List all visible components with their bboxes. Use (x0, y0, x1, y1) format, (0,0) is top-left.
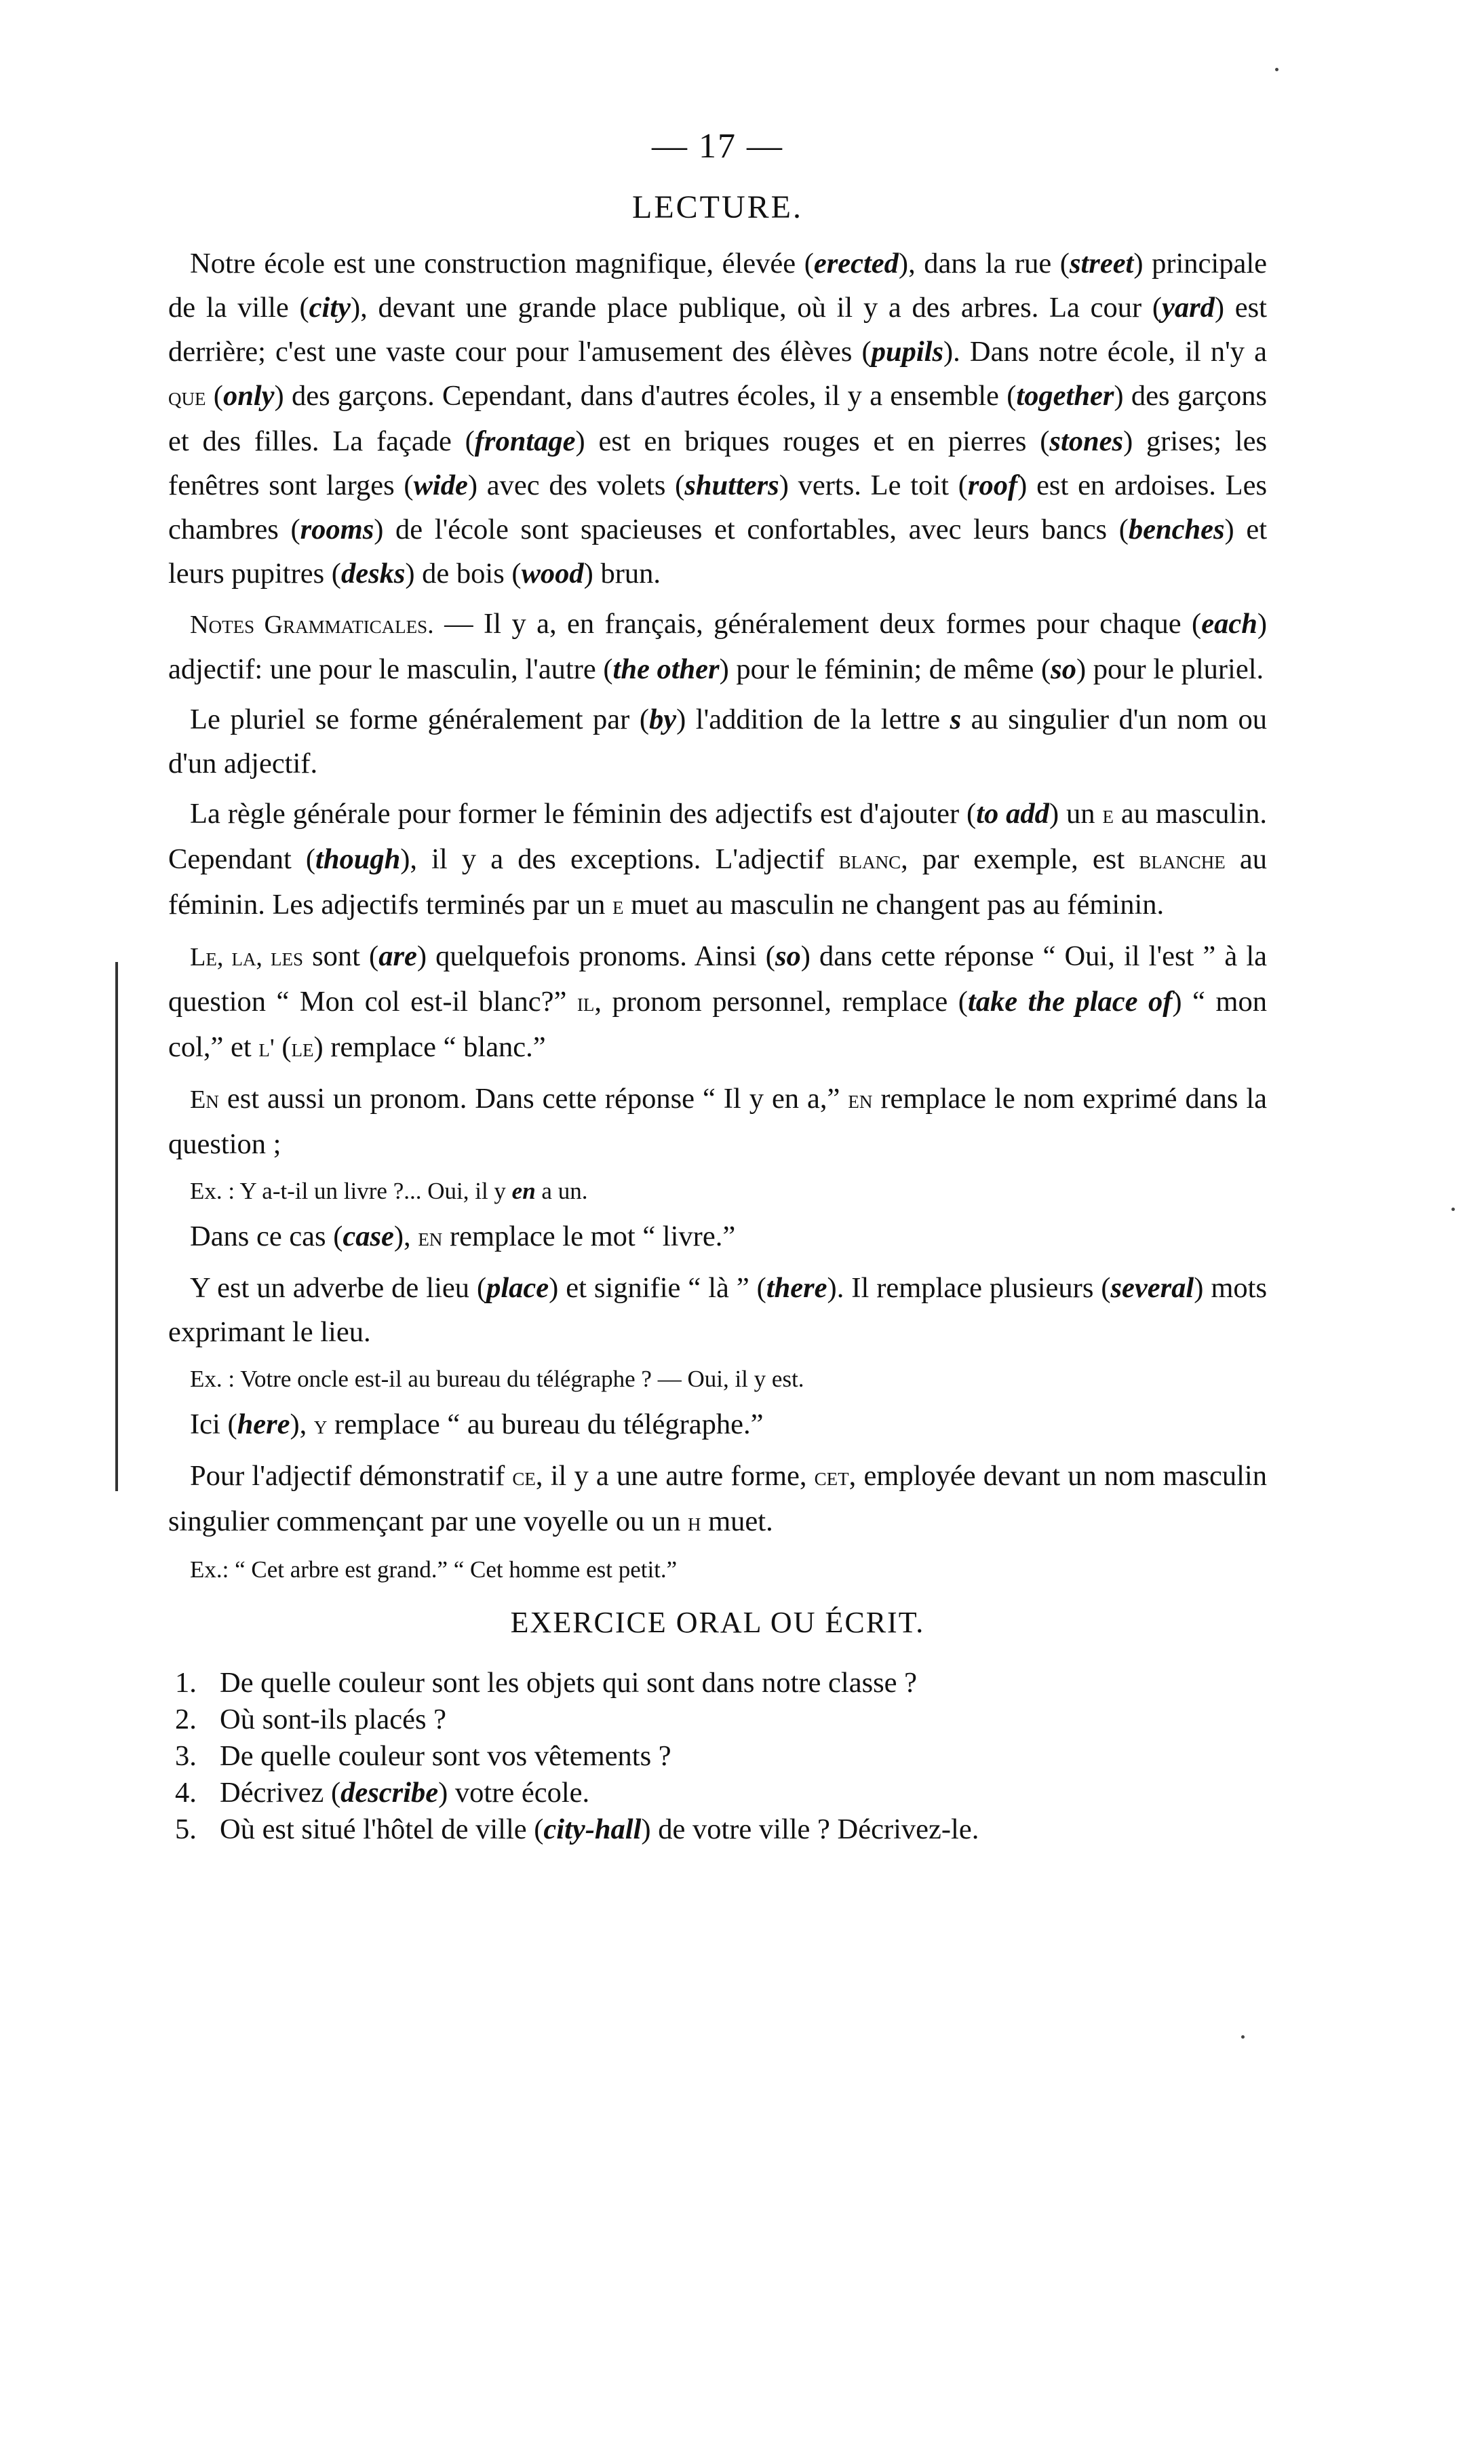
english-gloss: city (309, 292, 351, 324)
english-gloss: though (315, 843, 401, 875)
text-run: , pronom personnel, remplace ( (594, 986, 968, 1018)
english-gloss: several (1110, 1272, 1194, 1304)
question-text (220, 1811, 1267, 1848)
text-run: ) avec des volets ( (467, 469, 685, 501)
grammar-note-en (168, 1077, 1267, 1166)
english-gloss: pupils (871, 336, 944, 368)
english-gloss: only (222, 380, 275, 412)
text-run: Dans ce cas ( (190, 1220, 343, 1252)
text-run: Notre école est une construction magnifique, élevée ( (190, 248, 814, 280)
english-gloss: the other (612, 653, 720, 685)
english-gloss: together (1016, 380, 1114, 412)
text-run: ) pour le pluriel. (1076, 653, 1264, 685)
text-run: ) pour le féminin; de même ( (719, 653, 1051, 685)
english-gloss: roof (967, 469, 1018, 501)
print-speck (1275, 68, 1278, 71)
text-run: ) est en briques rouges et en pierres ( (575, 425, 1050, 457)
small-caps-term: blanche (1139, 846, 1226, 874)
small-caps-term: il (577, 988, 595, 1017)
exercise-questions (168, 1665, 1267, 1848)
text-run: ) quelquefois pronoms. Ainsi ( (416, 940, 775, 972)
page-number: — 17 — (652, 127, 783, 166)
text-run: au féminin. Les adjectifs terminés par un (168, 843, 1267, 921)
text-run: — Il y a, en français, généralement deux formes pour chaque ( (433, 608, 1202, 640)
reading-paragraph (168, 242, 1267, 596)
text-run: Ex. : Votre oncle est-il au bureau du télégraphe ? — Oui, il y est. (190, 1366, 804, 1392)
text-run: ). Dans notre école, il n'y a (943, 336, 1268, 368)
text-run: Ex.: “ Cet arbre est grand.” “ Cet homme est petit.” (190, 1556, 678, 1583)
english-gloss: stones (1049, 425, 1124, 457)
text-run: muet. (701, 1505, 773, 1537)
english-gloss: desks (340, 558, 406, 590)
text-run: De quelle couleur sont les objets qui sont dans notre classe ? (220, 1667, 918, 1699)
text-run: ), (393, 1220, 418, 1252)
small-caps-term: blanc (838, 846, 901, 874)
text-run: ) de l'école sont spacieuses et confortables, avec leurs bancs ( (374, 514, 1129, 545)
question-number: 1. (175, 1667, 197, 1699)
text-run: ) de bois ( (405, 558, 522, 590)
english-gloss: wide (413, 469, 468, 501)
text-run: , par exemple, est (901, 843, 1139, 875)
text-run: ( (274, 1031, 292, 1063)
question-item (175, 1701, 1267, 1738)
text-run: ) et signifie “ là ” ( (549, 1272, 766, 1304)
text-run: au singulier d'un nom ou d'un adjectif. (168, 704, 1267, 779)
english-gloss: by (648, 704, 677, 735)
grammar-note-y (168, 1266, 1267, 1354)
english-gloss: yard (1162, 292, 1215, 324)
english-gloss: here (237, 1408, 290, 1440)
english-gloss: case (343, 1220, 394, 1252)
small-caps-term: le (291, 1034, 314, 1062)
grammar-note-pronouns (168, 934, 1267, 1071)
question-item (175, 1775, 1267, 1811)
text-run: ) adjectif: une pour le masculin, l'autre ( (168, 608, 1267, 685)
english-gloss: wood (521, 558, 584, 590)
english-gloss: take the place of (967, 986, 1173, 1018)
question-item (175, 1738, 1267, 1775)
text-run: ) des garçons. Cependant, dans d'autres écoles, il y a ensemble ( (274, 380, 1017, 412)
english-gloss: so (1051, 653, 1076, 685)
text-run: ) remplace “ blanc.” (313, 1031, 546, 1063)
margin-rule-line (115, 962, 118, 1491)
text-run: ) brun. (583, 558, 661, 590)
english-gloss: describe (340, 1777, 439, 1809)
text-run: De quelle couleur sont vos vêtements ? (220, 1740, 671, 1772)
text-run: ) un (1049, 798, 1103, 830)
text-run: remplace le nom exprimé dans la question ; (168, 1083, 1267, 1160)
text-run: Ex. : Y a-t-il un livre ?... Oui, il y (190, 1178, 512, 1204)
print-speck (1241, 2035, 1245, 2039)
english-gloss: city-hall (543, 1813, 642, 1845)
small-caps-term: Notes Grammaticales. (190, 611, 434, 639)
text-run: ( (206, 380, 223, 412)
text-run: ), devant une grande place publique, où il y a des arbres. La cour ( (351, 292, 1162, 324)
text-run: ) grises; les fenêtres sont larges ( (168, 425, 1267, 501)
small-caps-term: e (612, 891, 624, 920)
grammar-note-y-case (168, 1402, 1267, 1448)
print-speck (1451, 1208, 1455, 1211)
text-run: ) votre école. (438, 1777, 590, 1809)
question-item (175, 1811, 1267, 1848)
text-run: Y est un adverbe de lieu ( (190, 1272, 487, 1304)
example-cet (168, 1551, 1267, 1589)
small-caps-term: ce (512, 1463, 536, 1491)
english-gloss: each (1201, 608, 1257, 640)
text-run: , employée devant un nom masculin singulier commençant par une voyelle ou un (168, 1460, 1267, 1537)
grammar-note-plural (168, 697, 1267, 786)
text-run: ), il y a des exceptions. L'adjectif (400, 843, 839, 875)
small-caps-term: Le, la, les (190, 943, 304, 971)
text-run: ) verts. Le toit ( (779, 469, 968, 501)
text-run: ) des garçons et des filles. La façade ( (168, 380, 1267, 457)
question-number: 3. (175, 1740, 197, 1772)
reading-heading: LECTURE. (632, 189, 803, 225)
question-text (220, 1701, 1267, 1738)
english-gloss: to add (976, 798, 1049, 830)
small-caps-term: en (848, 1085, 873, 1114)
text-run: , il y a une autre forme, (535, 1460, 815, 1492)
text-run: La règle générale pour former le féminin des adjectifs est d'ajouter ( (190, 798, 977, 830)
text-run: est aussi un pronom. Dans cette réponse “ Il y en a,” (218, 1083, 848, 1115)
text-run: muet au masculin ne changent pas au féminin. (623, 889, 1165, 921)
text-run: Où sont-ils placés ? (220, 1703, 447, 1735)
small-caps-term: h (687, 1508, 701, 1537)
text-run: ), dans la rue ( (898, 248, 1070, 280)
exercise-heading: EXERCICE ORAL OU ÉCRIT. (510, 1606, 925, 1639)
grammar-note-intro (168, 602, 1267, 691)
text-run: ) l'addition de la lettre (676, 704, 950, 735)
text-run: ) principale de la ville ( (168, 248, 1267, 324)
question-number: 5. (175, 1813, 197, 1845)
text-run: Où est situé l'hôtel de ville ( (220, 1813, 544, 1845)
text-run: ) mots exprimant le lieu. (168, 1272, 1268, 1348)
text-run: au masculin. Cependant ( (168, 798, 1267, 875)
question-text (220, 1775, 1267, 1811)
small-caps-term: l' (258, 1034, 275, 1062)
question-number: 4. (175, 1777, 197, 1809)
example-en (168, 1172, 1267, 1210)
text-run: ) et leurs pupitres ( (168, 514, 1267, 590)
text-run: Ici ( (190, 1408, 237, 1440)
text-run: ) dans cette réponse “ Oui, il l'est ” à la question “ Mon col est-il blanc?” (168, 940, 1267, 1018)
small-caps-term: y (313, 1411, 328, 1440)
english-gloss: benches (1128, 514, 1225, 545)
small-caps-term: e (1102, 801, 1114, 829)
small-caps-term: cet (814, 1463, 849, 1491)
text-run: Pour l'adjectif démonstratif (190, 1460, 513, 1492)
text-run: ). Il remplace plusieurs ( (827, 1272, 1111, 1304)
english-gloss: are (378, 940, 417, 972)
english-gloss: so (775, 940, 801, 972)
text-run: Le pluriel se forme généralement par ( (190, 704, 649, 735)
english-gloss: there (766, 1272, 827, 1304)
text-run: Décrivez ( (220, 1777, 341, 1809)
text-run: ), (290, 1408, 314, 1440)
text-run: ) “ mon col,” et (168, 986, 1267, 1063)
english-gloss: shutters (684, 469, 779, 501)
small-caps-term: en (418, 1223, 443, 1252)
question-number: 2. (175, 1703, 197, 1735)
text-run: ) est en ardoises. Les chambres ( (168, 469, 1268, 545)
text-run: a un. (535, 1178, 588, 1204)
book-page (168, 129, 1267, 1848)
question-item (175, 1665, 1267, 1701)
english-gloss: frontage (474, 425, 576, 457)
grammar-note-en-case (168, 1214, 1267, 1260)
english-gloss: s (950, 704, 962, 735)
question-text (220, 1738, 1267, 1775)
grammar-note-cet (168, 1454, 1267, 1545)
text-run: ) de votre ville ? Décrivez-le. (641, 1813, 979, 1845)
text-run: remplace “ au bureau du télégraphe.” (327, 1408, 764, 1440)
example-y (168, 1360, 1267, 1398)
small-caps-term: que (168, 383, 206, 411)
grammar-note-feminine (168, 792, 1267, 928)
text-run: ) est derrière; c'est une vaste cour pour l'amusement des élèves ( (168, 292, 1267, 368)
english-gloss: place (486, 1272, 549, 1304)
small-caps-term: En (190, 1085, 219, 1114)
english-gloss: street (1069, 248, 1134, 280)
text-run: sont ( (303, 940, 379, 972)
text-run: remplace le mot “ livre.” (442, 1220, 736, 1252)
english-gloss: erected (813, 248, 899, 280)
english-gloss: rooms (300, 514, 374, 545)
question-text (220, 1665, 1267, 1701)
english-gloss: en (511, 1178, 536, 1204)
